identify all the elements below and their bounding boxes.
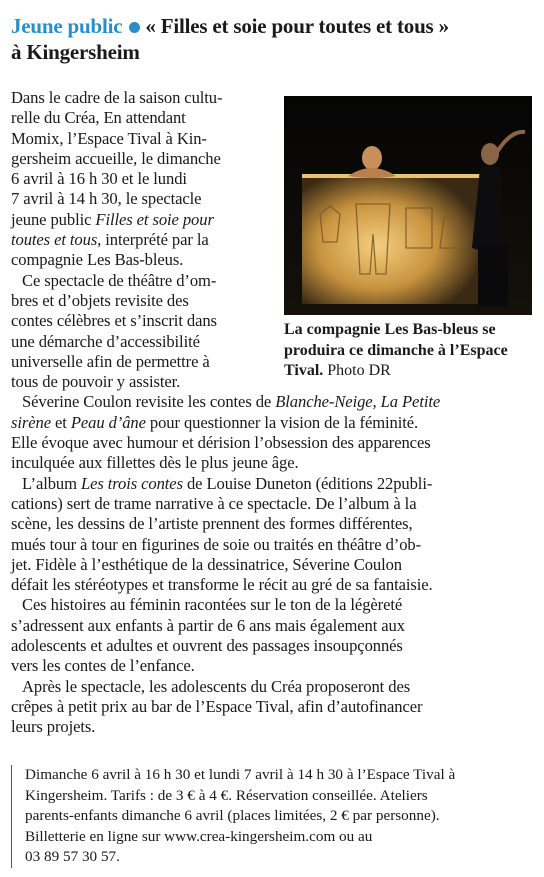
show-title: toutes et tous xyxy=(11,230,98,250)
bullet-dot-icon xyxy=(129,22,140,33)
article-body xyxy=(11,88,536,738)
body-line: Momix, l’Espace Tival à Kin- xyxy=(11,128,207,148)
practical-info xyxy=(11,765,544,868)
body-line: jet. Fidèle à l’esthétique de la dessinatrice, Séverine Coulon xyxy=(11,554,403,574)
headline xyxy=(11,13,536,65)
body-line: contes célèbres et s’inscrit dans xyxy=(11,311,217,331)
body-text: de Louise Duneton (éditions 22publi- xyxy=(182,473,433,493)
body-line: compagnie Les Bas-bleus. xyxy=(11,250,184,270)
body-line: cations) sert de trame narrative à ce spectacle. De l’album à la xyxy=(11,493,417,513)
body-line: s’adressent aux enfants à partir de 6 ans mais également aux xyxy=(11,615,405,635)
body-line: universelle afin de permettre à xyxy=(11,351,210,371)
body-line: relle du Créa, En attendant xyxy=(11,108,186,128)
body-line: Dans le cadre de la saison cultu- xyxy=(11,88,223,107)
info-line: Billetterie en ligne sur www.crea-kingersheim.com ou au xyxy=(25,827,373,845)
body-line: Elle évoque avec humour et dérision l’obsession des apparences xyxy=(11,433,431,453)
body-line xyxy=(11,210,273,230)
show-title: Filles et soie pour xyxy=(95,209,214,229)
body-line: Ce spectacle de théâtre d’om- xyxy=(22,270,217,290)
body-line xyxy=(11,230,273,250)
tale-title: sirène xyxy=(11,412,51,432)
tale-title: Peau d’âne xyxy=(70,412,146,432)
body-text: L’album xyxy=(22,473,81,493)
title-line-2: à Kingersheim xyxy=(11,40,140,64)
title-line-1: « Filles et soie pour toutes et tous » xyxy=(145,14,449,38)
body-line: Après le spectacle, les adolescents du Créa proposeront des xyxy=(22,676,411,696)
album-title: Les trois contes xyxy=(80,473,183,493)
body-line xyxy=(11,413,536,433)
photo-credit: Photo DR xyxy=(327,362,391,379)
body-line: mués tour à tour en figurines de soie ou traités en théâtre d’ob- xyxy=(11,534,422,554)
body-line: vers les contes de l’enfance. xyxy=(11,656,195,676)
body-text: , interprété par la xyxy=(97,230,209,250)
info-line: Dimanche 6 avril à 16 h 30 et lundi 7 avril à 14 h 30 à l’Espace Tival à xyxy=(25,766,456,783)
info-line: parents-enfants dimanche 6 avril (places limitées, 2 € par personne). xyxy=(25,807,440,824)
body-text: pour questionner la vision de la féminité. xyxy=(145,412,419,432)
body-text: jeune public xyxy=(11,209,96,229)
body-line: tous de pouvoir y assister. xyxy=(11,372,181,392)
body-line: scène, les dessins de l’artiste prennent des formes différentes, xyxy=(11,514,413,534)
body-line xyxy=(11,392,536,412)
body-line xyxy=(11,474,536,494)
body-line: défait les stéréotypes et transforme le récit au gré de sa fantaisie. xyxy=(11,575,433,595)
body-line: une démarche d’accessibilité xyxy=(11,331,200,351)
tale-title: Blanche-Neige, La Petite xyxy=(275,392,441,412)
body-line: crêpes à petit prix au bar de l’Espace Tival, afin d’autofinancer xyxy=(11,696,423,716)
body-line: 7 avril à 14 h 30, le spectacle xyxy=(11,189,202,209)
info-line: Kingersheim. Tarifs : de 3 € à 4 €. Réservation conseillée. Ateliers xyxy=(25,786,428,804)
body-line: leurs projets. xyxy=(11,717,96,737)
body-line: Ces histoires au féminin racontées sur le ton de la légèreté xyxy=(22,595,403,615)
kicker: Jeune public xyxy=(11,14,123,38)
body-line: gersheim accueille, le dimanche xyxy=(11,148,221,168)
body-line: adolescents et adultes et ouvrent des passages insoupçonnés xyxy=(11,636,403,656)
body-text: et xyxy=(50,412,71,432)
body-line: 6 avril à 16 h 30 et le lundi xyxy=(11,169,187,189)
body-line: inculquée aux fillettes dès le plus jeune âge. xyxy=(11,453,299,473)
body-line: bres et d’objets revisite des xyxy=(11,290,189,310)
caption-text: La compagnie Les Bas-bleus se produira ce dimanche à l’Espace Tival. xyxy=(284,321,508,379)
info-line: 03 89 57 30 57. xyxy=(25,848,120,865)
body-text: Séverine Coulon revisite les contes de xyxy=(22,392,276,412)
